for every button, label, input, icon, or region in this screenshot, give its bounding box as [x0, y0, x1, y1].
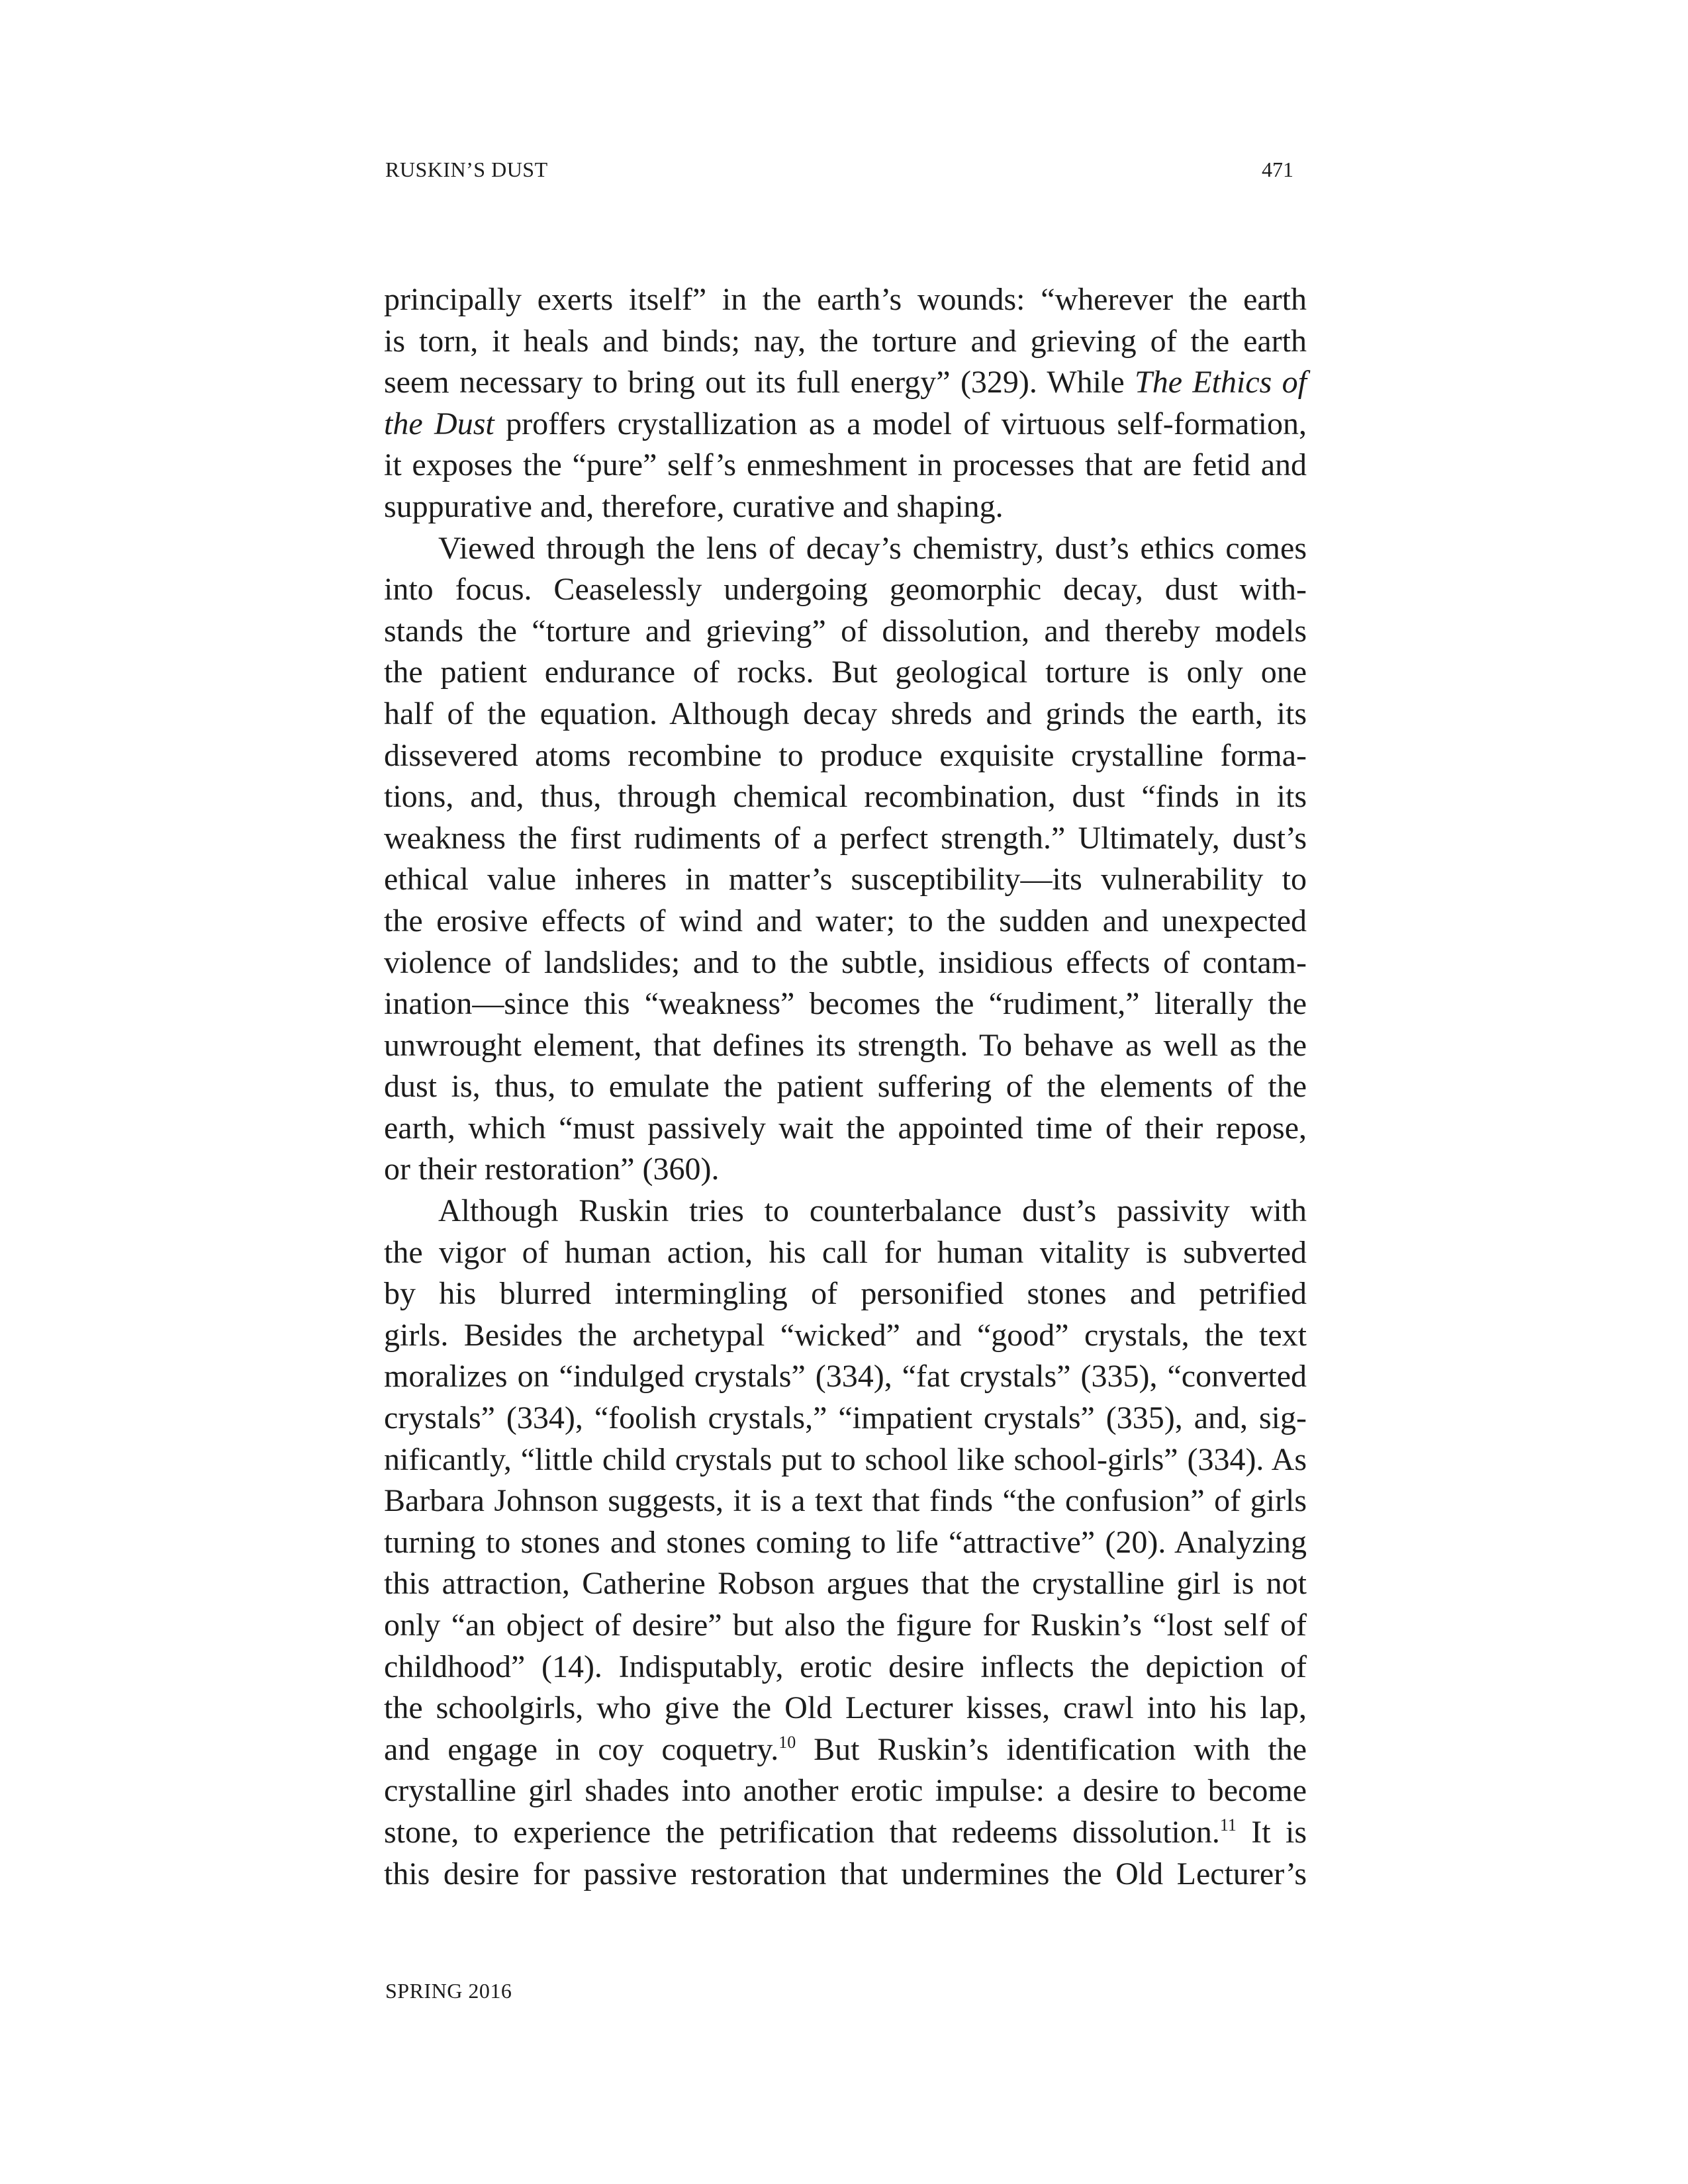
text-line: ethical value inheres in matter’s susceptibility—its vulnerability to — [384, 862, 1307, 897]
text-line: stands the “torture and grieving” of dissolution, and thereby models — [384, 613, 1307, 649]
text-line: this desire for passive restoration that undermines the Old Lecturer’s — [384, 1856, 1307, 1891]
text-line: only “an object of desire” but also the figure for Ruskin’s “lost self of — [384, 1608, 1307, 1643]
text-line: Viewed through the lens of decay’s chemistry, dust’s ethics comes — [438, 530, 1307, 566]
text-segment: seem necessary to bring out its full energy” (329). While — [384, 365, 1135, 400]
text-segment: stone, to experience the petrification that redeems dissolution. — [384, 1814, 1220, 1850]
text-line: unwrought element, that defines its strength. To behave as well as the — [384, 1027, 1307, 1063]
text-line: violence of landslides; and to the subtle, insidious effects of contam- — [384, 944, 1307, 980]
text-line: turning to stones and stones coming to life “attractive” (20). Analyzing — [384, 1524, 1307, 1560]
text-line: dust is, thus, to emulate the patient suffering of the elements of the — [384, 1069, 1307, 1105]
text-line: crystalline girl shades into another erotic impulse: a desire to become — [384, 1773, 1307, 1809]
text-line — [384, 1729, 1307, 1771]
body-text — [384, 279, 1307, 1895]
text-line: nificantly, “little child crystals put to school like school-girls” (334). As — [384, 1441, 1307, 1477]
text-line: weakness the first rudiments of a perfect strength.” Ultimately, dust’s — [384, 820, 1307, 856]
italic-title: The Ethics of — [1135, 365, 1307, 400]
text-segment: and engage in coy coquetry. — [384, 1731, 779, 1767]
text-segment: It is — [1236, 1814, 1307, 1850]
text-line: the erosive effects of wind and water; to the sudden and unexpected — [384, 903, 1307, 938]
text-line: this attraction, Catherine Robson argues that the crystalline girl is not — [384, 1566, 1307, 1602]
page-number: 471 — [1262, 158, 1293, 181]
text-line — [384, 404, 1307, 445]
text-segment: proffers crystallization as a model of virtuous self-formation, — [494, 406, 1307, 441]
running-head: RUSKIN’S DUST — [385, 158, 548, 181]
text-line — [384, 362, 1307, 404]
text-line: tions, and, thus, through chemical recombination, dust “finds in its — [384, 779, 1307, 815]
text-line — [384, 1812, 1307, 1854]
text-line: ination—since this “weakness” becomes the “rudiment,” literally the — [384, 986, 1307, 1022]
text-line: into focus. Ceaselessly undergoing geomorphic decay, dust with- — [384, 572, 1307, 608]
text-line: Barbara Johnson suggests, it is a text that finds “the confusion” of girls — [384, 1483, 1307, 1519]
text-line: is torn, it heals and binds; nay, the torture and grieving of the earth — [384, 323, 1307, 359]
text-line: crystals” (334), “foolish crystals,” “impatient crystals” (335), and, sig- — [384, 1400, 1307, 1436]
text-line: it exposes the “pure” self’s enmeshment in processes that are fetid and — [384, 447, 1307, 483]
text-line: principally exerts itself” in the earth’s wounds: “wherever the earth — [384, 282, 1307, 317]
text-line: half of the equation. Although decay shreds and grinds the earth, its — [384, 696, 1307, 731]
text-line: childhood” (14). Indisputably, erotic desire inflects the depiction of — [384, 1649, 1307, 1684]
text-line: the vigor of human action, his call for human vitality is subverted — [384, 1234, 1307, 1270]
text-line: girls. Besides the archetypal “wicked” and “good” crystals, the text — [384, 1317, 1307, 1353]
text-line: by his blurred intermingling of personified stones and petrified — [384, 1276, 1307, 1312]
italic-title: the Dust — [384, 406, 494, 441]
footnote-marker: 10 — [778, 1732, 796, 1752]
text-line: dissevered atoms recombine to produce exquisite crystalline forma- — [384, 737, 1307, 773]
footnote-marker: 11 — [1219, 1815, 1237, 1835]
text-line: suppurative and, therefore, curative and shaping. — [384, 488, 1004, 524]
text-line: the patient endurance of rocks. But geological torture is only one — [384, 655, 1307, 690]
text-segment: But Ruskin’s identification with the — [796, 1731, 1307, 1767]
footer-issue: SPRING 2016 — [385, 1979, 512, 2003]
text-line: Although Ruskin tries to counterbalance dust’s passivity with — [438, 1193, 1307, 1229]
text-line: or their restoration” (360). — [384, 1152, 720, 1187]
text-line: earth, which “must passively wait the appointed time of their repose, — [384, 1110, 1307, 1146]
text-line: the schoolgirls, who give the Old Lecturer kisses, crawl into his lap, — [384, 1690, 1307, 1726]
text-line: moralizes on “indulged crystals” (334), “fat crystals” (335), “converted — [384, 1359, 1307, 1394]
